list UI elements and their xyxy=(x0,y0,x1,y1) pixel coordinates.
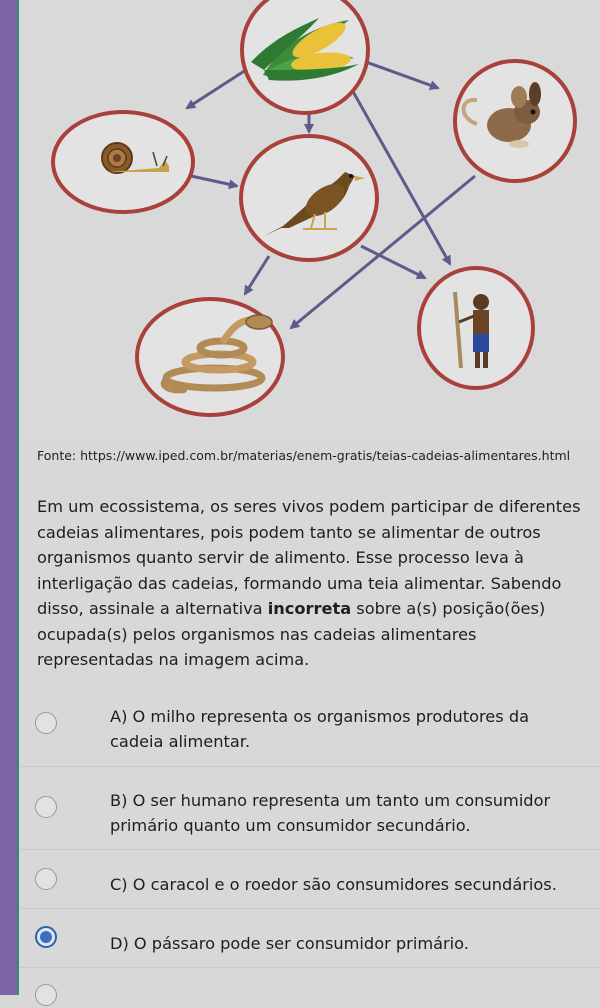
option-e[interactable] xyxy=(19,968,600,1008)
question-emphasis: incorreta xyxy=(267,599,352,618)
bird-circle xyxy=(241,136,377,260)
figure-source-caption: Fonte: https://www.iped.com.br/materias/enem-gratis/teias-cadeias-alimentares.html xyxy=(37,448,571,463)
option-b[interactable] xyxy=(19,767,600,850)
option-a-radio[interactable] xyxy=(35,712,57,734)
question-text-start: Em um ecossistema, os seres vivos podem participar de diferentes cadeias alimentares, pois podem tanto se alimentar de outros organismos quanto servir de alimento. Esse processo leva à interligação das cadeias, formando uma teia alimentar. Sabendo disso, assinale a alternativa xyxy=(37,497,581,618)
option-b-radio[interactable] xyxy=(35,796,57,818)
option-d-label: D) O pássaro pode ser consumidor primário. xyxy=(110,934,469,953)
question-text-end: sobre a(s) posição(ões) ocupada(s) pelos organismos nas cadeias alimentares representadas na imagem acima. xyxy=(37,599,546,669)
food-web-diagram xyxy=(19,0,600,440)
option-c[interactable] xyxy=(19,850,600,909)
arrow-bird-to-snake xyxy=(245,256,269,294)
left-accent-bar xyxy=(0,0,17,995)
question-text xyxy=(37,494,592,673)
arrow-corn-to-snail xyxy=(187,68,249,108)
option-c-radio[interactable] xyxy=(35,868,57,890)
option-d-radio-selected[interactable] xyxy=(35,926,57,948)
food-web-figure xyxy=(19,0,600,440)
option-d[interactable] xyxy=(19,909,600,968)
option-a[interactable] xyxy=(19,692,600,767)
arrow-snail-to-bird xyxy=(191,176,237,186)
option-c-label: C) O caracol e o roedor são consumidores secundários. xyxy=(110,875,557,894)
option-b-label: B) O ser humano representa um tanto um consumidor primário quanto um consumidor secundário. xyxy=(110,791,551,835)
option-a-label: A) O milho representa os organismos produtores da cadeia alimentar. xyxy=(110,707,530,751)
option-e-radio[interactable] xyxy=(35,984,57,1006)
